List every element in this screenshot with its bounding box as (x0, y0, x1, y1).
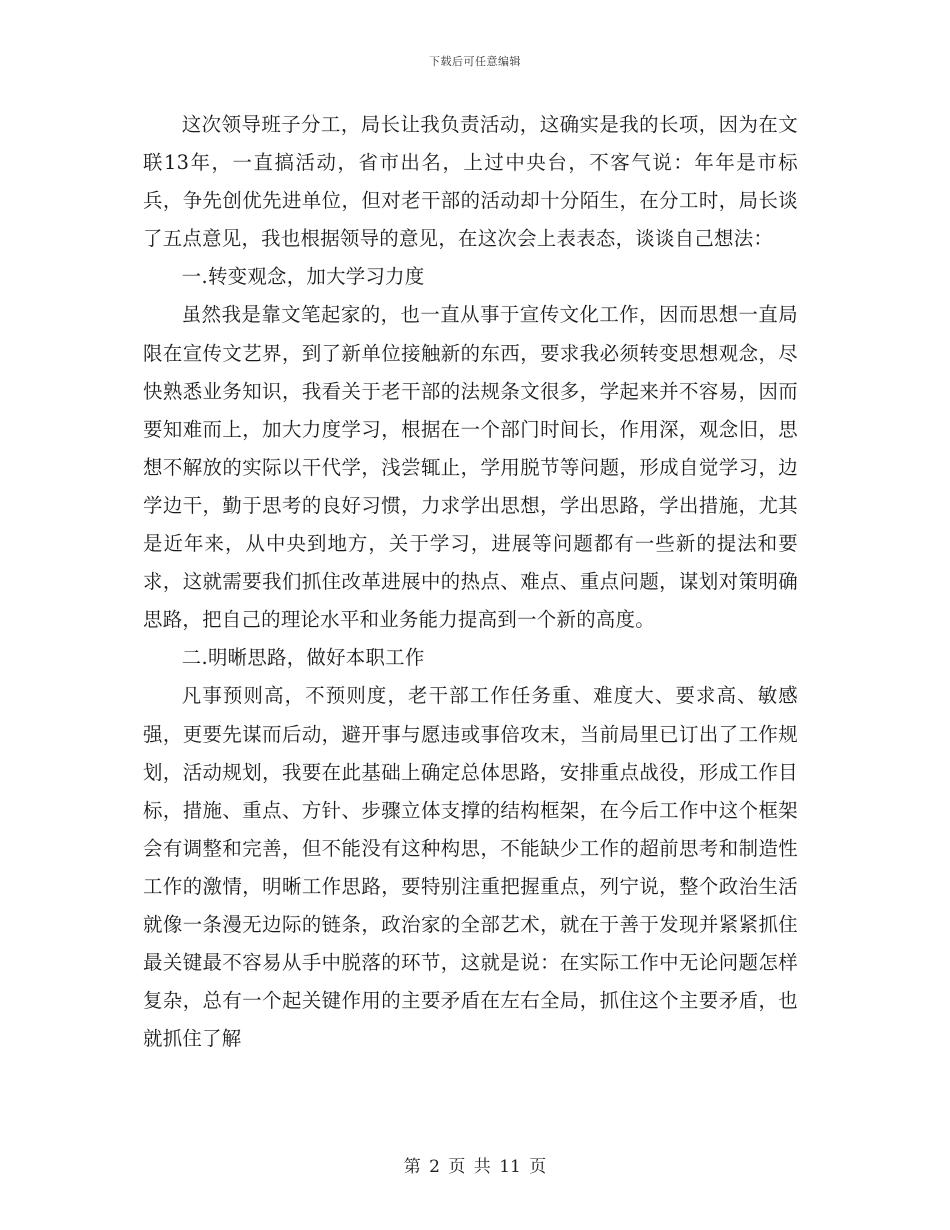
paragraph-intro: 这次领导班子分工，局长让我负责活动，这确实是我的长项，因为在文联13年，一直搞活动，省市出名，上过中央台，不客气说：年年是市标兵，争先创优先进单位，但对老干部的活动却十分陌生，在分工时，局长谈了五点意见，我也根据领导的意见，在这次会上表表态，谈谈自己想法： (143, 113, 798, 251)
page-number: 第 2 页 共 11 页 (403, 1157, 547, 1177)
paragraph-section-2: 凡事预则高，不预则度，老干部工作任务重、难度大、要求高、敏感强，更要先谋而后动，避开事与愿违或事倍攻末，当前局里已订出了工作规划，活动规划，我要在此基础上确定总体思路，安排重点战役，形成工作目标，措施、重点、方针、步骤立体支撑的结构框架，在今后工作中这个框架会有调整和完善，但不能没有这种构思，不能缺少工作的超前思考和制造性工作的激情，明晰工作思路，要特别注重把握重点，列宁说，整个政治生活就像一条漫无边际的链条，政治家的全部艺术，就在于善于发现并紧紧抓住最关键最不容易从手中脱落的环节，这就是说：在实际工作中无论问题怎样复杂，总有一个起关键作用的主要矛盾在左右全局，抓住这个主要矛盾，也就抓住了解 (143, 684, 798, 1051)
header-note: 下载后可任意编辑 (429, 55, 521, 68)
section-heading-2: 二.明晰思路，做好本职工作 (181, 646, 425, 670)
section-heading-1: 一.转变观念，加大学习力度 (181, 265, 425, 289)
paragraph-section-1: 虽然我是靠文笔起家的，也一直从事于宣传文化工作，因而思想一直局限在宣传文艺界，到了新单位接触新的东西，要求我必须转变思想观念，尽快熟悉业务知识，我看关于老干部的法规条文很多，学起来并不容易，因而要知难而上，加大力度学习，根据在一个部门时间长，作用深，观念旧，思想不解放的实际以干代学，浅尝辄止，学用脱节等问题，形成自觉学习，边学边干，勤于思考的良好习惯，力求学出思想，学出思路，学出措施，尤其是近年来，从中央到地方，关于学习，进展等问题都有一些新的提法和要求，这就需要我们抓住改革进展中的热点、难点、重点问题，谋划对策明确思路，把自己的理论水平和业务能力提高到一个新的高度。 (143, 303, 798, 632)
document-body (143, 106, 798, 1058)
